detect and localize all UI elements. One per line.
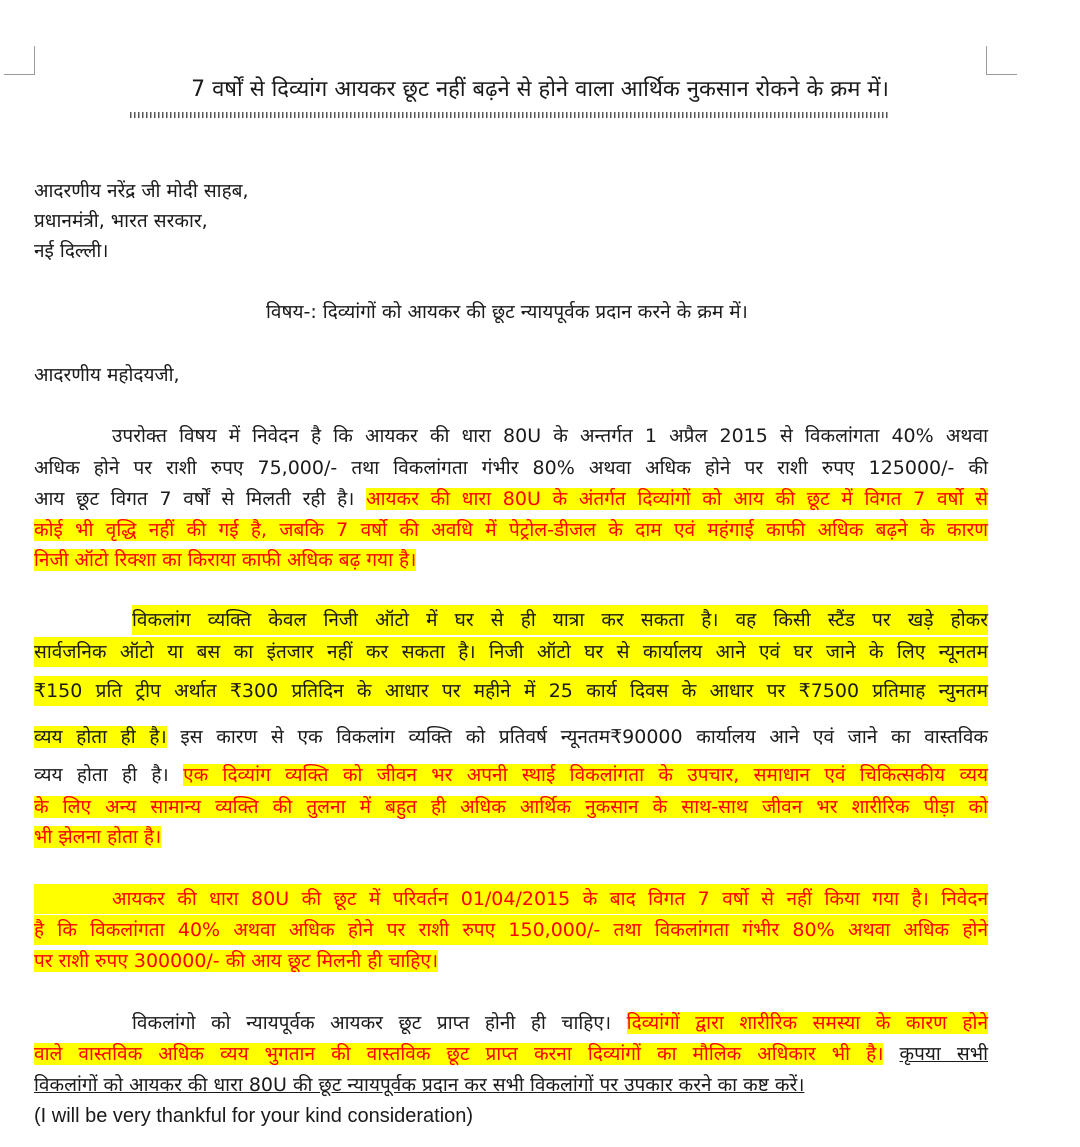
para1-line5-highlight: निजी ऑटो रिक्शा का किराया काफी अधिक बढ़ गया है। [34,549,417,571]
para3-line3-highlight: पर राशी रुपए 300000/- की आय छूट मिलनी ही चाहिए। [34,950,439,972]
para2-line4-plain: इस कारण से एक विकलांग व्यक्ति को प्रतिवर्ष न्यूनतम₹90000 कार्यालय आने एवं जाने का वास्तविक [180,726,989,748]
para4-line1 [132,1008,988,1038]
address-line-city: नई दिल्ली। [34,240,109,262]
para2-line2: सार्वजनिक ऑटो या बस का इंतजार नहीं कर सकता है। निजी ऑटो घर से कार्यालय आने एवं घर जाने के लिए न्यूनतम [34,637,988,667]
para3-line2: है कि विकलांगता 40% अथवा अधिक होने पर राशी रुपए 150,000/- तथा विकलांगता गंभीर 80% अथवा अधिक होने [34,915,988,945]
para2-line5-plain: व्यय होता ही है। [34,764,169,786]
para2-line6-highlight: के लिए अन्य सामान्य व्यक्ति की तुलना में बहुत ही अधिक आर्थिक नुकसान के साथ-साथ जीवन भर शारीरिक पीड़ा को [34,796,988,818]
para1-line3-highlight: आयकर की धारा 80U के अंतर्गत दिव्यांगों को आय की छूट में विगत 7 वर्षो से [366,488,988,510]
para1-line5 [34,545,416,575]
para2-line6 [34,792,988,822]
right-crop-mark [986,46,1017,75]
para4-line2-underlined: कृपया सभी [899,1043,988,1065]
para2-line3: ₹150 प्रति ट्रीप अर्थात ₹300 प्रतिदिन के आधार पर महीने में 25 कार्य दिवस के आधार पर ₹7500 प्रतिमाह न्युनतम [34,676,988,706]
para1-line1: उपरोक्त विषय में निवेदन है कि आयकर की धारा 80U के अन्तर्गत 1 अप्रैल 2015 से विकलांगता 40% अथवा [112,425,988,447]
para3-line3 [34,946,438,976]
para4-line1-plain: विकलांगो को न्यायपूर्वक आयकर छूट प्राप्त होनी ही चाहिए। [132,1012,612,1034]
closing-line: (I will be very thankful for your kind consideration) [34,1105,474,1127]
para3-line1: आयकर की धारा 80U की छूट में परिवर्तन 01/04/2015 के बाद विगत 7 वर्षो से नहीं किया गया है। निवेदन [34,884,988,914]
para1-line3-plain: आय छूट विगत 7 वर्षों से मिलती रही है। [34,488,355,510]
address-line-recipient: आदरणीय नरेंद्र जी मोदी साहब, [34,180,249,202]
para1-line4-highlight: कोई भी वृद्धि नहीं की गई है, जबकि 7 वर्षो की अवधि में पेट्रोल-डीजल के दाम एवं महंगाई काफी अधिक बढ़ने के कारण [34,519,988,541]
para2-line7 [34,822,161,852]
para1-line3 [34,484,988,514]
para4-line3 [34,1070,804,1100]
para4-line2-highlight: वाले वास्तविक अधिक व्यय भुगतान की वास्तविक छूट प्राप्त करना दिव्यांगों का मौलिक अधिकार भी है। [34,1043,884,1065]
para2-line5 [34,760,988,790]
document-title: 7 वर्षों से दिव्यांग आयकर छूट नहीं बढ़ने से होने वाला आर्थिक नुकसान रोकने के क्रम में। [191,77,889,102]
para1-line4 [34,515,988,545]
para2-line7-highlight: भी झेलना होता है। [34,826,162,848]
para2-line5-highlight: एक दिव्यांग व्यक्ति को जीवन भर अपनी स्थाई विकलांगता के उपचार, समाधान एवं चिकित्सकीय व्यय [183,764,988,786]
para4-line1-highlight: दिव्यांगों द्वारा शारीरिक समस्या के कारण होने [626,1012,988,1034]
title-underline-rule [130,112,890,118]
salutation: आदरणीय महोदयजी, [34,364,180,386]
para1-line2: अधिक होने पर राशी रुपए 75,000/- तथा विकलांगता गंभीर 80% अथवा अधिक होने पर राशी रुपए 125000/- की [34,457,988,479]
para2-line1: विकलांग व्यक्ति केवल निजी ऑटो में घर से ही यात्रा कर सकता है। वह किसी स्टैंड पर खड़े होकर [132,605,988,635]
para2-line4 [34,722,988,752]
address-line-designation: प्रधानमंत्री, भारत सरकार, [34,210,208,232]
para4-line3-underlined: विकलांगों को आयकर की धारा 80U की छूट न्यायपूर्वक प्रदान कर सभी विकलांगों पर उपकार करने का कष्ट करें। [34,1074,805,1096]
subject-line: विषय-: दिव्यांगों को आयकर की छूट न्यायपूर्वक प्रदान करने के क्रम में। [266,301,748,323]
para2-line4-highlight: व्यय होता ही है। [34,726,167,748]
left-crop-mark [4,46,35,75]
para4-line2 [34,1039,988,1069]
